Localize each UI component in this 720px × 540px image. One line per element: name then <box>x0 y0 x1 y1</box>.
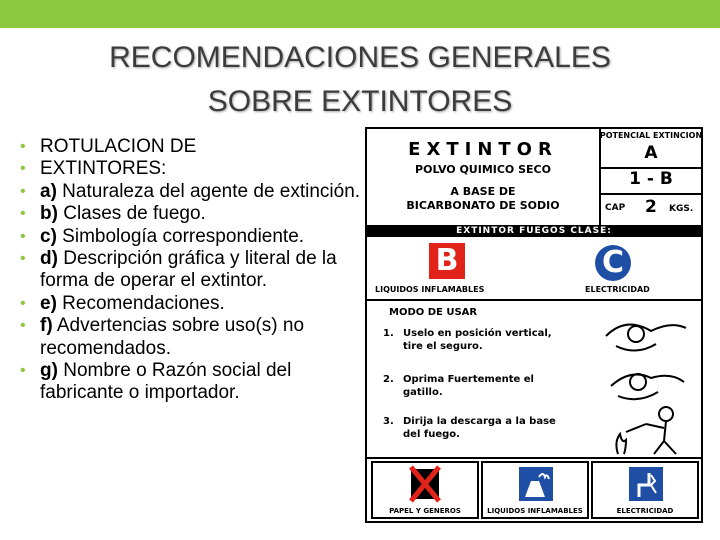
classes-band: EXTINTOR FUEGOS CLASE: <box>367 225 701 237</box>
class-b-icon: B <box>429 243 465 279</box>
bullet-prefix: f) <box>40 315 53 337</box>
step-number: 1. <box>383 328 394 339</box>
bullet-text: Simbología correspondiente. <box>56 225 305 247</box>
step-text: Dirija la descarga a la base del fuego. <box>403 416 556 440</box>
potential-a: A <box>599 143 703 169</box>
footer-tile-paper <box>371 461 479 519</box>
agent-line1: POLVO QUIMICO SECO <box>415 163 551 176</box>
step-text: Oprima Fuertemente el gatillo. <box>403 374 534 398</box>
agent-line3: BICARBONATO DE SODIO <box>406 199 560 212</box>
potential-header: POTENCIAL EXTINCION <box>599 131 703 140</box>
cap-value: 2 <box>645 197 657 217</box>
bullet-text: EXTINTORES: <box>40 158 167 180</box>
bullet-item <box>18 293 363 315</box>
bullet-text: Naturaleza del agente de extinción. <box>56 180 361 202</box>
flammable-liquid-icon <box>483 463 587 507</box>
bullet-item <box>18 248 363 293</box>
step-number: 3. <box>383 416 394 427</box>
bullet-list <box>18 136 363 405</box>
bullet-prefix: g) <box>40 360 58 382</box>
bullet-prefix: a) <box>40 180 57 202</box>
footer-label: LIQUIDOS INFLAMABLES <box>487 507 583 515</box>
footer-tile-liquids <box>481 461 589 519</box>
bullet-prefix: c) <box>40 225 57 247</box>
bullet-item <box>18 181 363 203</box>
class-b-label: LIQUIDOS INFLAMABLES <box>375 285 485 294</box>
footer-label: PAPEL Y GENEROS <box>389 507 461 515</box>
bullet-text: Nombre o Razón social del fabricante o importador. <box>40 360 292 404</box>
cap-label: CAP <box>605 203 626 213</box>
class-c-label: ELECTRICIDAD <box>585 285 650 294</box>
slide-title <box>0 36 720 124</box>
bullet-prefix: b) <box>40 203 58 225</box>
class-c-icon: C <box>595 245 631 281</box>
bullet-item <box>18 203 363 225</box>
potential-box <box>599 129 703 229</box>
bullet-text: ROTULACION DE <box>40 136 197 157</box>
bullet-item <box>18 226 363 248</box>
bullet-text: Clases de fuego. <box>57 203 206 225</box>
potential-b: 1 - B <box>599 169 703 195</box>
footer-label: ELECTRICIDAD <box>616 507 674 515</box>
slide-title-line2: SOBRE EXTINTORES <box>207 85 513 118</box>
modo-header: MODO DE USAR <box>389 307 478 318</box>
fire-classes <box>367 237 701 301</box>
bullet-text: Descripción gráfica y literal de la forma de operar el extintor. <box>40 248 337 292</box>
footer-tile-electricity <box>591 461 699 519</box>
label-title: EXTINTOR <box>408 139 558 160</box>
step-number: 2. <box>383 374 394 385</box>
top-accent-bar <box>0 0 720 28</box>
bullet-text: Recomendaciones. <box>56 292 225 314</box>
bullet-item <box>18 158 363 180</box>
forbidden-icon <box>373 463 477 507</box>
bullet-item <box>18 315 363 360</box>
agent-line2-3 <box>367 185 599 213</box>
bullet-prefix: e) <box>40 292 57 314</box>
label-footer <box>367 459 701 521</box>
agent-line2: A BASE DE <box>450 185 516 198</box>
usage-instructions <box>367 301 701 459</box>
extinguisher-label <box>365 127 703 523</box>
electricity-icon <box>593 463 697 507</box>
slide-title-line1: RECOMENDACIONES GENERALES <box>109 41 611 74</box>
cap-unit: KGS. <box>669 204 694 214</box>
bullet-item <box>18 360 363 405</box>
usage-illustration-icon <box>595 305 697 457</box>
bullet-prefix: d) <box>40 248 58 270</box>
label-header <box>367 129 601 229</box>
step-text: Uselo en posición vertical, tire el seguro. <box>403 328 552 352</box>
bullet-item <box>18 136 363 158</box>
bullet-text: Advertencias sobre uso(s) no recomendados. <box>40 315 305 359</box>
